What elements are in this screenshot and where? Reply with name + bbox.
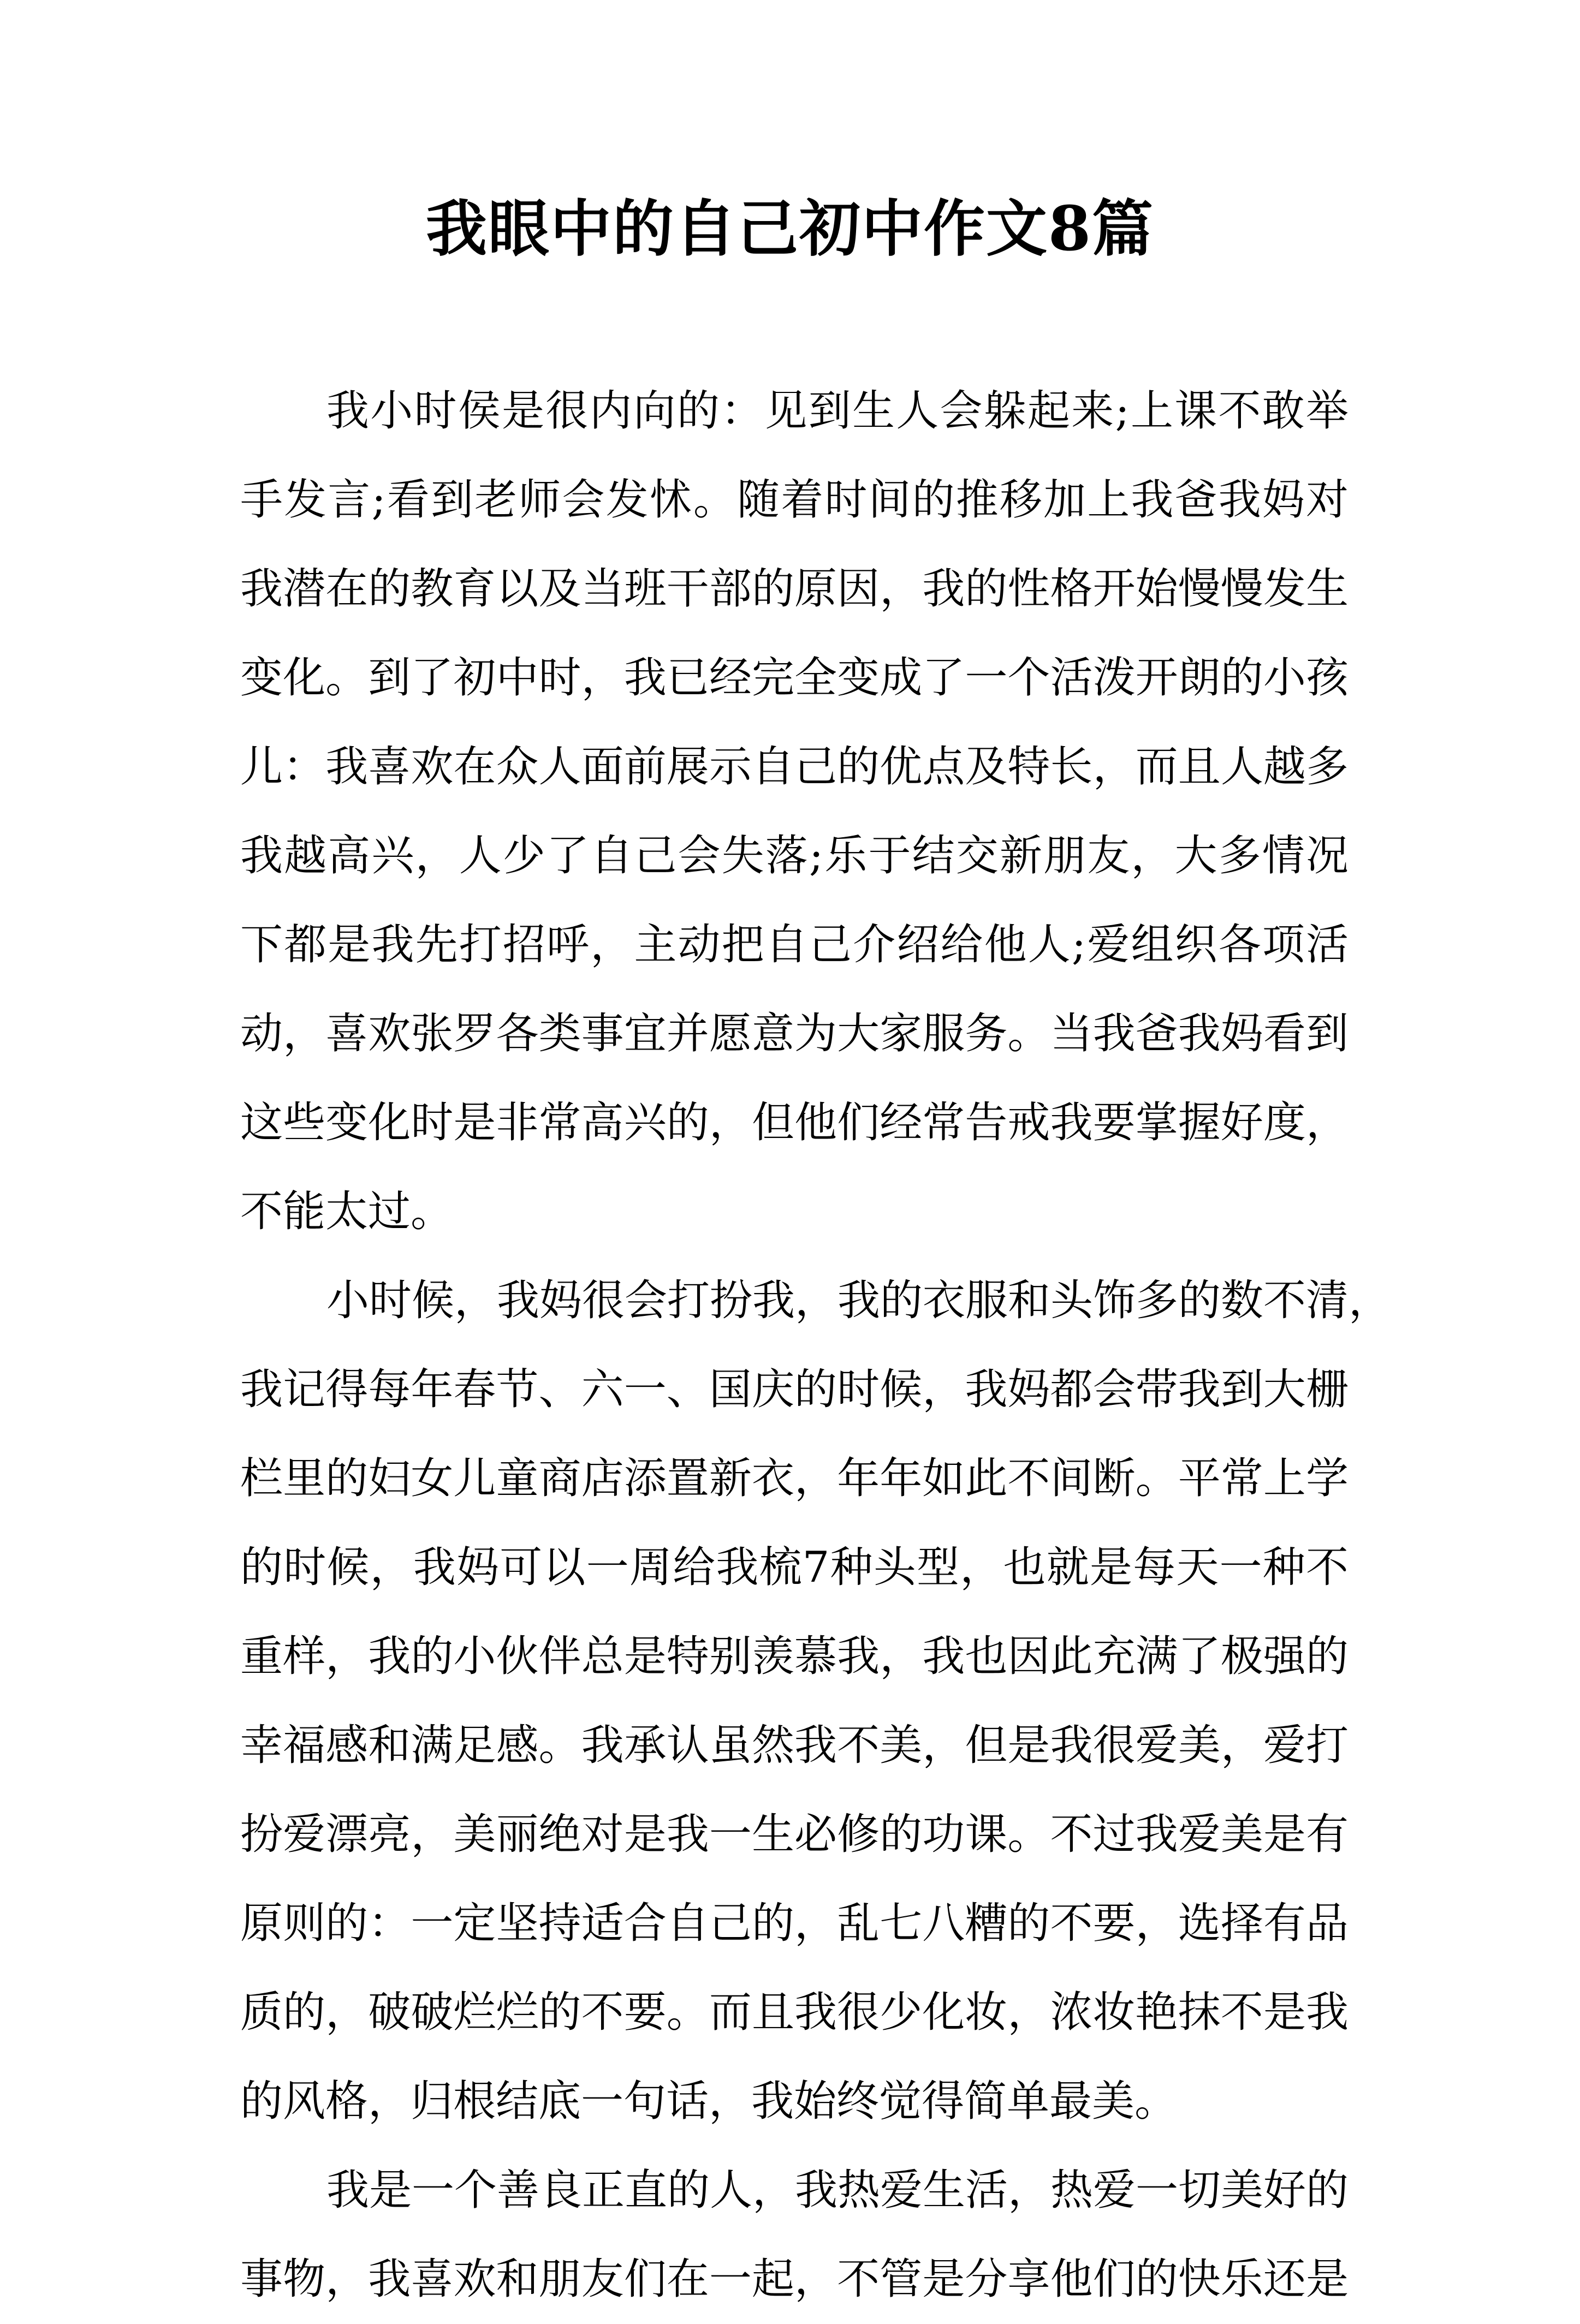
body-line: 质的，破破烂烂的不要。而且我很少化妆，浓妆艳抹不是我 <box>240 1988 1349 2037</box>
body-line: 儿：我喜欢在众人面前展示自己的优点及特长，而且人越多 <box>240 742 1349 791</box>
body-line: 下都是我先打招呼，主动把自己介绍给他人;爱组织各项活 <box>240 920 1349 969</box>
body-line: 的风格，归根结底一句话，我始终觉得简单最美。 <box>240 2077 1178 2126</box>
body-line: 我记得每年春节、六一、国庆的时候，我妈都会带我到大栅 <box>240 1365 1349 1414</box>
body-line: 动，喜欢张罗各类事宜并愿意为大家服务。当我爸我妈看到 <box>240 1009 1349 1058</box>
body-line: 栏里的妇女儿童商店添置新衣，年年如此不间断。平常上学 <box>240 1454 1349 1503</box>
body-line: 不能太过。 <box>240 1187 454 1236</box>
body-line: 手发言;看到老师会发怵。随着时间的推移加上我爸我妈对 <box>240 475 1349 525</box>
body-line: 我小时侯是很内向的：见到生人会躲起来;上课不敢举 <box>326 386 1349 436</box>
body-line: 变化。到了初中时，我已经完全变成了一个活泼开朗的小孩 <box>240 653 1349 702</box>
body-line: 我是一个善良正直的人，我热爱生活，热爱一切美好的 <box>326 2166 1349 2215</box>
body-line: 事物，我喜欢和朋友们在一起，不管是分享他们的快乐还是 <box>240 2255 1349 2304</box>
body-line: 我潜在的教育以及当班干部的原因，我的性格开始慢慢发生 <box>240 564 1349 613</box>
body-line: 重样，我的小伙伴总是特别羡慕我，我也因此充满了极强的 <box>240 1632 1349 1681</box>
document-body <box>240 367 1392 2324</box>
body-line: 这些变化时是非常高兴的，但他们经常告戒我要掌握好度， <box>240 1098 1349 1147</box>
body-line: 的时候，我妈可以一周给我梳7种头型，也就是每天一种不 <box>240 1543 1349 1592</box>
body-line: 我越高兴，人少了自己会失落;乐于结交新朋友，大多情况 <box>240 831 1349 880</box>
body-line: 原则的：一定坚持适合自己的，乱七八糟的不要，选择有品 <box>240 1899 1349 1948</box>
body-line: 扮爱漂亮，美丽绝对是我一生必修的功课。不过我爱美是有 <box>240 1810 1349 1859</box>
body-line: 小时候，我妈很会打扮我，我的衣服和头饰多的数不清， <box>326 1276 1392 1325</box>
body-line: 幸福感和满足感。我承认虽然我不美，但是我很爱美，爱打 <box>240 1721 1349 1770</box>
document-title: 我眼中的自己初中作文8篇 <box>426 193 1154 265</box>
